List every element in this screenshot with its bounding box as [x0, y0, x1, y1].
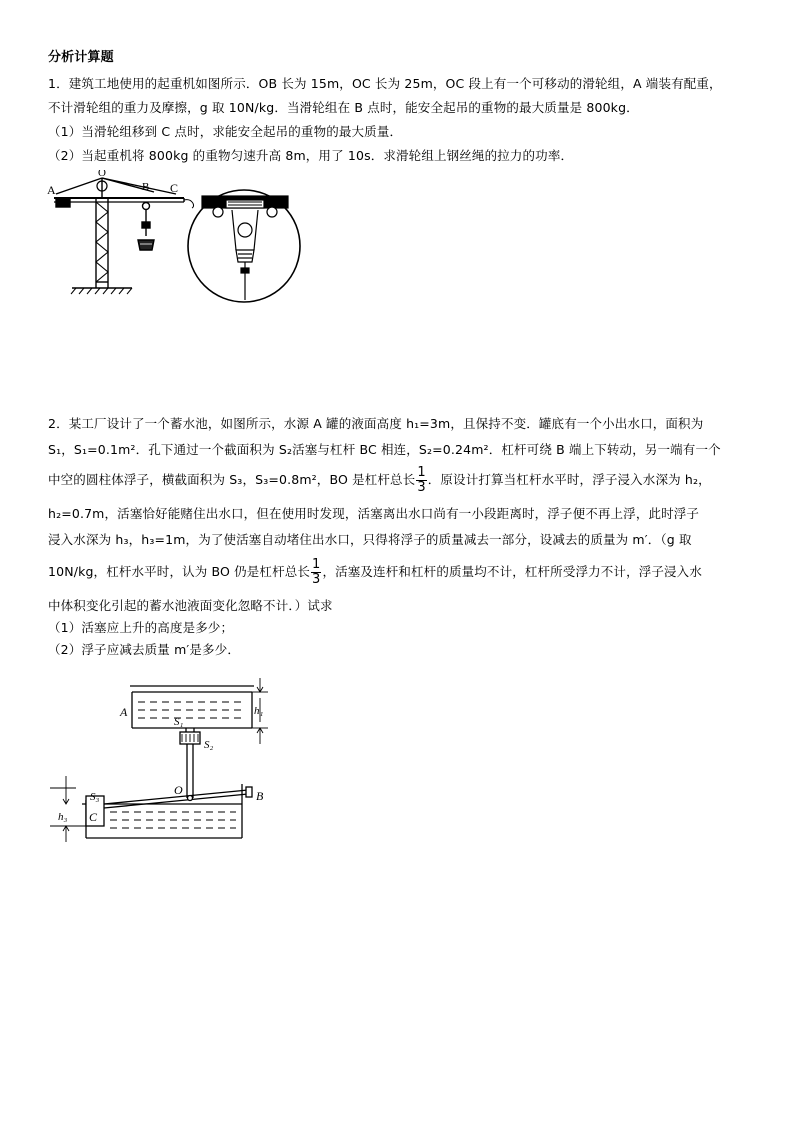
- q2-line-6-end: ，活塞及连杆和杠杆的质量均不计，杠杆所受浮力不计，浮子浸入水: [322, 564, 702, 579]
- reservoir-label-h1: h₁: [254, 705, 264, 717]
- reservoir-label-C: C: [89, 810, 98, 824]
- crane-label-A: A: [47, 183, 56, 197]
- reservoir-label-S2: S₂: [204, 739, 214, 751]
- q2-subquestion-2: （2）浮子应减去质量 m′是多少．: [48, 642, 240, 657]
- reservoir-label-S3: S₃: [90, 791, 100, 803]
- reservoir-label-B: B: [256, 789, 264, 803]
- crane-label-C: C: [170, 181, 179, 195]
- reservoir-label-S1: S₁: [174, 716, 184, 728]
- q1-line-2: 不计滑轮组的重力及摩擦，g 取 10N/kg．当滑轮组在 B 点时，能安全起吊的重物的最大质量是 800kg．: [48, 100, 639, 115]
- q2-line-6-start: 10N/kg，杠杆水平时，认为 BO 仍是杠杆总长: [48, 564, 311, 579]
- reservoir-label-h3: h₃: [58, 811, 68, 823]
- fraction-denominator: 3: [417, 480, 426, 495]
- reservoir-label-O: O: [174, 783, 183, 797]
- reservoir-label-A: A: [120, 705, 128, 719]
- crane-figure: [46, 170, 306, 310]
- fraction-numerator-2: 1: [312, 557, 321, 572]
- q2-line-3-start: 中空的圆柱体浮子，横截面积为 S₃，S₃=0.8m²，BO 是杠杆总长: [48, 472, 416, 487]
- fraction-numerator: 1: [417, 465, 426, 480]
- fraction-one-third: [416, 466, 426, 495]
- q1-subquestion-1: （1）当滑轮组移到 C 点时，求能安全起吊的重物的最大质量．: [48, 124, 403, 139]
- q1-subquestion-2: （2）当起重机将 800kg 的重物匀速升高 8m，用了 10s．求滑轮组上钢丝绳的拉力的功率．: [48, 148, 574, 163]
- q2-line-4: h₂=0.7m，活塞恰好能赌住出水口，但在使用时发现，活塞离出水口尚有一小段距离时，浮子便不再上浮，此时浮子: [48, 506, 700, 521]
- q1-line-1: 1．建筑工地使用的起重机如图所示．OB 长为 15m，OC 长为 25m，OC 段上有一个可移动的滑轮组，A 端装有配重，: [48, 76, 722, 91]
- crane-label-B: B: [142, 181, 150, 193]
- q2-line-1: 2．某工厂设计了一个蓄水池，如图所示，水源 A 罐的液面高度 h₁=3m，且保持不变．罐底有一个小出水口，面积为: [48, 416, 704, 431]
- reservoir-figure: [46, 676, 296, 858]
- q2-line-7: 中体积变化引起的蓄水池液面变化忽略不计．）试求: [48, 598, 333, 613]
- crane-label-O: O: [98, 170, 106, 179]
- fraction-one-third-2: [311, 558, 321, 587]
- q2-subquestion-1: （1）活塞应上升的高度是多少；: [48, 620, 234, 635]
- q2-line-2: S₁，S₁=0.1m²．孔下通过一个截面积为 S₂活塞与杠杆 BC 相连，S₂=0.24m²．杠杆可绕 B 端上下转动，另一端有一个: [48, 442, 721, 457]
- q2-line-3-end: ．原设计打算当杠杆水平时，浮子浸入水深为 h₂，: [427, 472, 711, 487]
- q2-line-5: 浸入水深为 h₃，h₃=1m，为了使活塞自动堵住出水口，只得将浮子的质量减去一部分，设减去的质量为 m′．（g 取: [48, 532, 692, 547]
- q2-line-6: [48, 558, 702, 587]
- section-title: 分析计算题: [48, 50, 114, 65]
- q2-line-3: [48, 466, 711, 495]
- fraction-denominator-2: 3: [312, 572, 321, 587]
